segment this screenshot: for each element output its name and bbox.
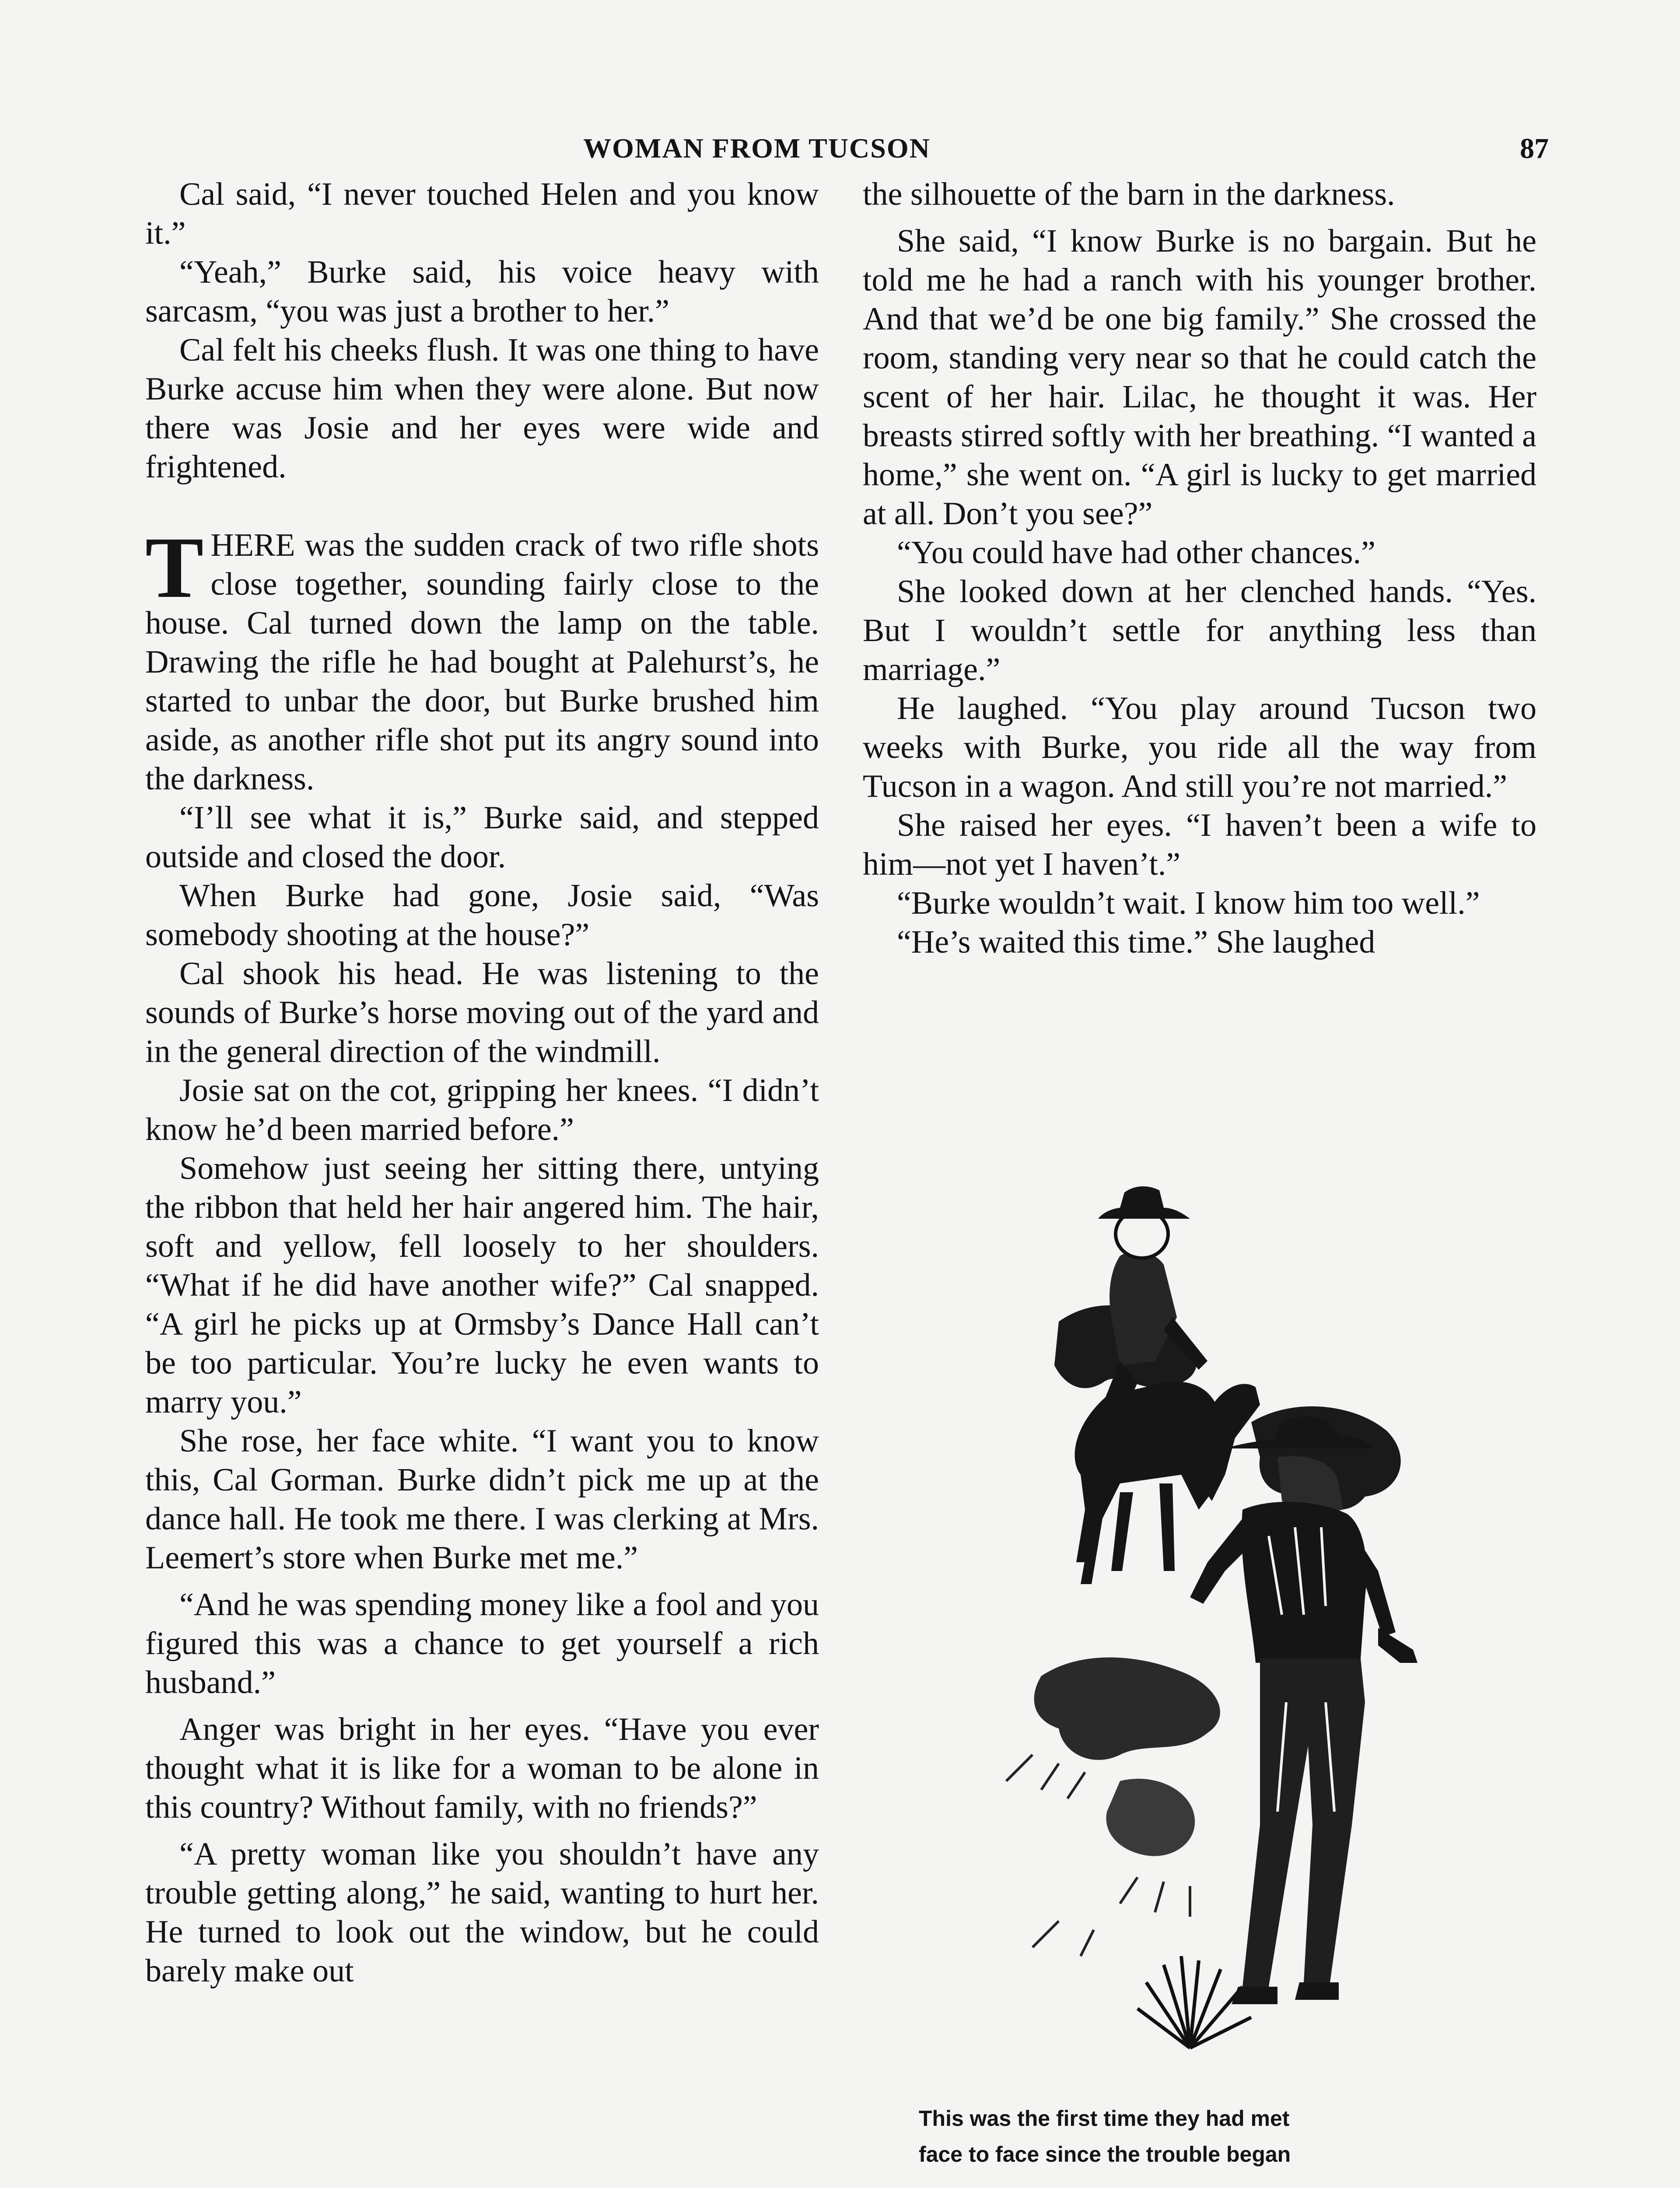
paragraph: She said, “I know Burke is no bargain. But he told me he had a ranch with his younger brother. And that we’d be one big family.” She crossed the room, standing very near so that he could catch the scent of her hair. Lilac, he thought it was. Her breasts stirred softly with her breathing. “I wanted a home,” she went on. “A girl is lucky to get married at all. Don’t you see?” bbox=[863, 223, 1536, 532]
right-text-column bbox=[863, 175, 1536, 962]
western-illustration bbox=[875, 1177, 1531, 2070]
paragraph: “You could have had other chances.” bbox=[897, 535, 1376, 571]
paragraph: Cal said, “I never touched Helen and you know it.” bbox=[145, 176, 819, 251]
caption-line: This was the first time they had met bbox=[919, 2106, 1290, 2131]
paragraph: She raised her eyes. “I haven’t been a wife to him—not yet I haven’t.” bbox=[863, 807, 1536, 882]
paragraph: Anger was bright in her eyes. “Have you ever thought what it is like for a woman to be alone in this country? Without family, with no friends?” bbox=[145, 1711, 819, 1825]
caption-line: face to face since the trouble began bbox=[919, 2142, 1291, 2167]
paragraph: He laughed. “You play around Tucson two weeks with Burke, you ride all the way from Tucson in a wagon. And still you’re not married.” bbox=[863, 691, 1536, 804]
page-number: 87 bbox=[1520, 133, 1549, 165]
gunman-drawing bbox=[1190, 1417, 1418, 2004]
paragraph: “A pretty woman like you shouldn’t have any trouble getting along,” he said, wanting to hurt her. He turned to look out the window, but he could barely make out bbox=[145, 1836, 819, 1989]
paragraph: Cal shook his head. He was listening to the sounds of Burke’s horse moving out of the yard and in the general direction of the windmill. bbox=[145, 956, 819, 1069]
left-text-column bbox=[145, 175, 819, 1991]
paragraph: “He’s waited this time.” She laughed bbox=[897, 924, 1376, 960]
paragraph: the silhouette of the barn in the darkness. bbox=[863, 176, 1395, 212]
paragraph: Somehow just seeing her sitting there, untying the ribbon that held her hair angered him. The hair, soft and yellow, fell loosely to her shoulders. “What if he did have another wife?” Cal snapped. “A girl he picks up at Ormsby’s Dance Hall can’t be too particular. You’re lucky he even wants to marry you.” bbox=[145, 1150, 819, 1420]
illustration-caption bbox=[919, 2100, 1488, 2172]
paragraph: She looked down at her clenched hands. “Yes. But I wouldn’t settle for anything less than marriage.” bbox=[863, 574, 1536, 687]
section-opening-paragraph bbox=[145, 519, 819, 799]
paragraph: “And he was spending money like a fool and you figured this was a chance to get yourself a rich husband.” bbox=[145, 1587, 819, 1701]
paragraph: Josie sat on the cot, gripping her knees. “I didn’t know he’d been married before.” bbox=[145, 1073, 819, 1147]
paragraph-text: HERE was the sudden crack of two rifle shots close together, sounding fairly close to the house. Cal turned down the lamp on the table. Drawing the rifle he had bought at Palehurst’s, he started to unbar the door, but Burke brushed him aside, as another rifle shot put its angry sound into the darkness. bbox=[145, 527, 819, 797]
paragraph: When Burke had gone, Josie said, “Was somebody shooting at the house?” bbox=[145, 878, 819, 953]
paragraph: “I’ll see what it is,” Burke said, and stepped outside and closed the door. bbox=[145, 800, 819, 875]
horse-rider-drawing bbox=[1075, 1186, 1260, 1584]
paragraph: “Burke wouldn’t wait. I know him too well.” bbox=[897, 885, 1480, 921]
running-header-title: WOMAN FROM TUCSON bbox=[583, 133, 931, 164]
paragraph: She rose, her face white. “I want you to know this, Cal Gorman. Burke didn’t pick me up at the dance hall. He took me there. I was clerking at Mrs. Leemert’s store when Burke met me.” bbox=[145, 1423, 819, 1576]
paragraph: “Yeah,” Burke said, his voice heavy with sarcasm, “you was just a brother to her.” bbox=[145, 254, 819, 329]
paragraph: Cal felt his cheeks flush. It was one thing to have Burke accuse him when they were alone. But now there was Josie and her eyes were wide and frightened. bbox=[145, 332, 819, 485]
drop-cap: T bbox=[145, 519, 204, 616]
